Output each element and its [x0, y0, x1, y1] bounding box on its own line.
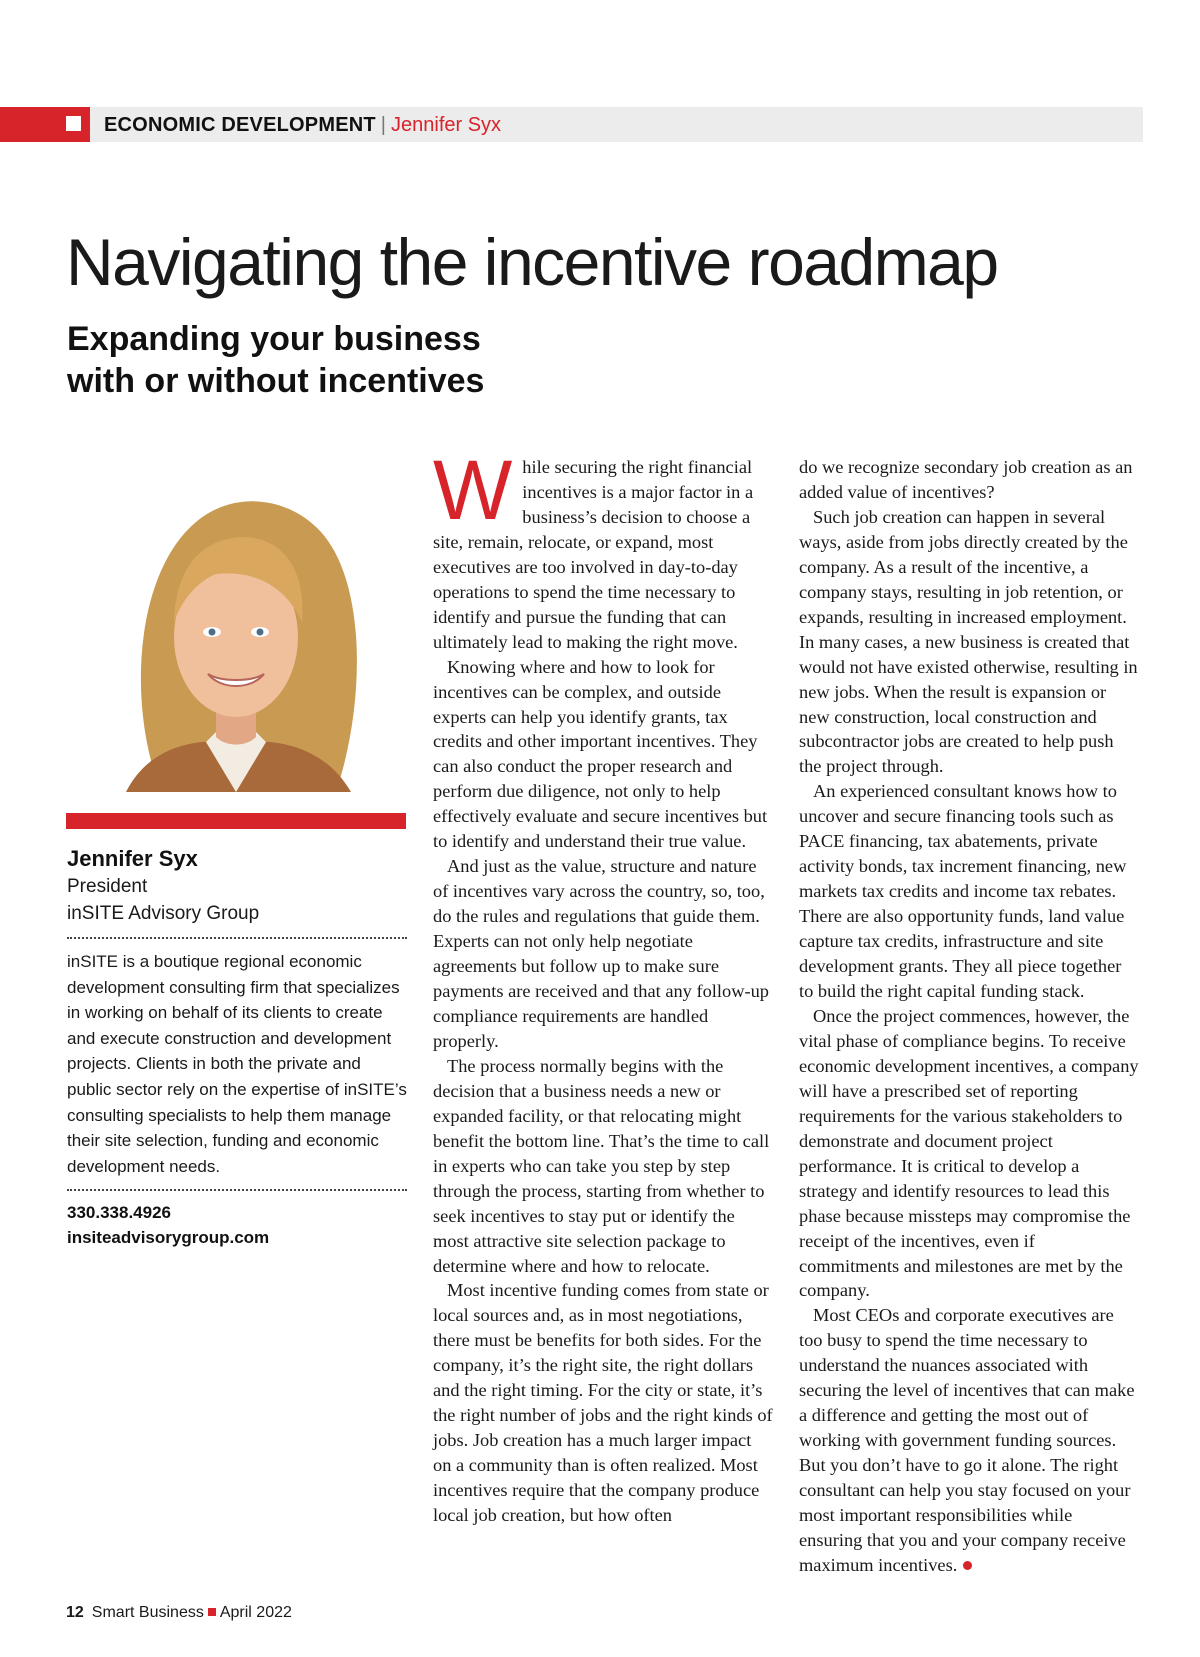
end-mark-icon — [963, 1561, 972, 1570]
paragraph: And just as the value, structure and nature of incentives vary across the country, so, too, do the rules and regulations that guide them. Experts can not only help negotiate agreements but follow up to make sure payments are received and that any follow-up compliance requirements are handled properly. — [433, 856, 770, 1051]
paragraph: The process normally begins with the decision that a business needs a new or expanded facility, or that relocating might benefit the bottom line. That’s the time to call in experts who can take you step by step through the process, starting from whether to seek incentives to stay put or identify the most attractive site selection package to determine where and how to relocate. — [433, 1055, 770, 1276]
dotted-divider — [67, 937, 407, 939]
section-accent-block — [0, 107, 90, 142]
paragraph-text: hile securing the right financial incentives is a major factor in a business’s decision to choose a site, remain, relocate, or expand, most executives are too involved in day-to-day operations to spend the time necessary to identify and pursue the funding that can ultimately lead to making the right move. — [433, 457, 754, 652]
author-photo — [66, 452, 406, 792]
paragraph — [433, 443, 773, 655]
dotted-divider — [67, 1189, 407, 1191]
section-author: Jennifer Syx — [391, 114, 502, 136]
paragraph: Most incentive funding comes from state or local sources and, as in most negotiations, there must be benefits for both sides. For the company, it’s the right site, the right dollars and the right timing. For the city or state, it’s the right number of jobs and the right kinds of jobs. Job creation has a much larger impact on a community than is often realized. Most incentives require that the company produce local job creation, but how often — [433, 1280, 773, 1526]
paragraph: Once the project commences, however, the vital phase of compliance begins. To receive economic development incentives, a company will have a prescribed set of reporting requirements for the various stakeholders to demonstrate and document project performance. It is critical to develop a strategy and identify resources to lead this phase because missteps may compromise the receipt of the incentives, even if commitments and milestones are met by the company. — [799, 1005, 1139, 1301]
paragraph: An experienced consultant knows how to uncover and secure financing tools such as PACE financing, tax abatements, private activity bonds, tax increment financing, new markets tax credits and income tax rebates. There are also opportunity funds, land value capture tax credits, infrastructure and site development grants. They all piece together to build the right capital funding stack. — [799, 781, 1127, 1002]
issue-date: April 2022 — [219, 1604, 292, 1621]
publication-name: Smart Business — [91, 1604, 204, 1621]
paragraph: Such job creation can happen in several ways, aside from jobs directly created by the company. As a result of the incentive, a company stays, resulting in job retention, or expands, resulting in increased employment. In many cases, a new business is created that would not have existed otherwise, resulting in new jobs. When the result is expansion or new construction, local construction and subcontractor jobs are created to help push the project through. — [799, 506, 1138, 777]
article-subhead — [67, 318, 484, 402]
article-column-1 — [433, 443, 773, 1528]
paragraph: do we recognize secondary job creation as an added value of incentives? — [799, 457, 1133, 502]
bio-title: President — [67, 876, 148, 897]
paragraph: Knowing where and how to look for incentives can be complex, and outside experts can help you identify grants, tax credits and other important incentives. They can also conduct the proper research and perform due diligence, not only to help effectively evaluate and secure incentives but to identify and understand their true value. — [433, 656, 768, 852]
footer-square-icon — [208, 1608, 216, 1616]
paragraph — [799, 1303, 1139, 1577]
page-footer — [66, 1603, 292, 1623]
section-separator: | — [380, 114, 386, 136]
subhead-line-2: with or without incentives — [67, 362, 485, 400]
section-label — [104, 114, 501, 136]
contact-website[interactable]: insiteadvisorygroup.com — [67, 1227, 270, 1247]
subhead-line-1: Expanding your business — [67, 320, 481, 358]
square-icon — [66, 116, 81, 131]
section-name: ECONOMIC DEVELOPMENT — [104, 114, 376, 136]
page-number: 12 — [66, 1604, 84, 1621]
author-bio — [67, 845, 407, 1250]
paragraph-text: Most CEOs and corporate executives are too busy to spend the time necessary to understand the nuances associated with securing the level of incentives that can make a difference and getting the most out of working with government funding sources. But you don’t have to go it alone. The right consultant can help you stay focused on your most important responsibilities while ensuring that you and your company receive maximum incentives. — [799, 1305, 1135, 1575]
bio-red-rule — [66, 813, 406, 829]
bio-company: inSITE Advisory Group — [67, 903, 260, 924]
article-column-2 — [799, 455, 1139, 1578]
section-header-bar — [0, 107, 1143, 142]
article-headline: Navigating the incentive roadmap — [66, 225, 998, 299]
contact-phone: 330.338.4926 — [67, 1203, 171, 1223]
bio-description: inSITE is a boutique regional economic development consulting firm that specializes in working on behalf of its clients to create and execute construction and development projects. Clients in both the private and public sector rely on the expertise of inSITE’s consulting specialists to help them manage their site selection, funding and economic development needs. — [67, 952, 407, 1176]
drop-cap: W — [433, 443, 513, 537]
bio-name: Jennifer Syx — [67, 846, 198, 871]
